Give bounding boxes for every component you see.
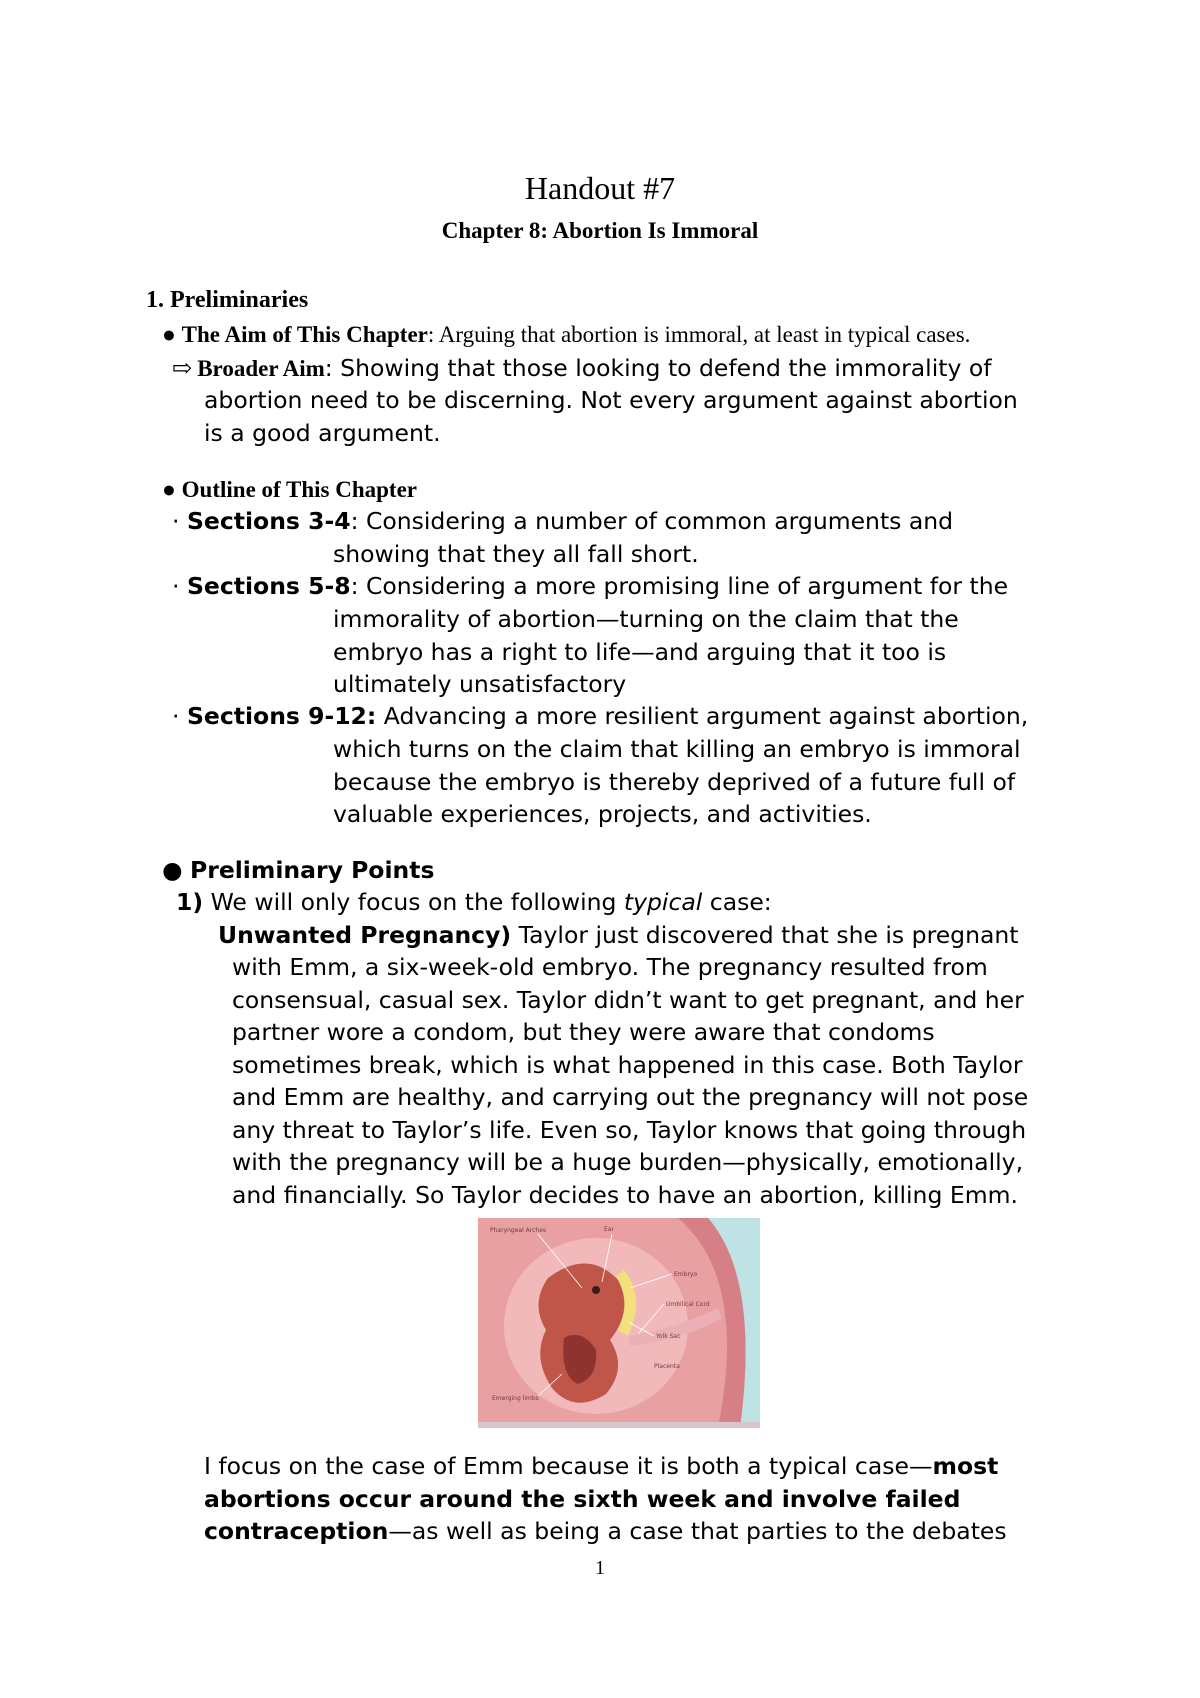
bullet: ● [162, 477, 176, 502]
text-line: abortions occur around the sixth week and involve failed [204, 1484, 961, 1513]
emphasis-segment: contraception [204, 1517, 389, 1545]
page-title: Handout #7 [524, 170, 676, 206]
text-line: showing that they all fall short. [333, 540, 699, 568]
bullet: ● [162, 856, 183, 884]
arrow-icon: ⇨ [172, 356, 193, 382]
emphasis-segment: most [932, 1452, 999, 1480]
outline-item-continuation [333, 603, 959, 701]
text-line: immorality of abortion—turning on the claim that the [333, 605, 959, 633]
outline-item [172, 570, 1008, 603]
bullet: ● [162, 322, 176, 347]
section-heading: 1. Preliminaries [146, 287, 309, 313]
text-line: and Emm are healthy, and carrying out the pregnancy will not pose [232, 1083, 1029, 1111]
text-line: any threat to Taylor’s life. Even so, Taylor knows that going through [232, 1115, 1027, 1144]
case-label: Unwanted Pregnancy) [218, 921, 512, 949]
broader-aim-continuation [204, 384, 1018, 449]
label-embryo: Embryo [674, 1271, 698, 1278]
outline-item-text: Advancing a more resilient argument against abortion, [376, 702, 1029, 730]
text-line: is a good argument. [204, 418, 441, 447]
dot: · [172, 702, 180, 730]
figure-caption-strip [478, 1422, 760, 1428]
dot: · [172, 507, 180, 535]
point-text-end: case: [702, 888, 772, 916]
point-number: 1) [176, 888, 204, 916]
broader-aim-line [172, 352, 991, 385]
outline-item [172, 505, 953, 538]
text-line: valuable experiences, projects, and activities. [333, 800, 872, 828]
embryo-eye [592, 1286, 600, 1294]
label-ear: Ear [604, 1226, 614, 1233]
label-limb: Emerging limbs [492, 1395, 539, 1402]
label-cord: Umbilical Cord [666, 1301, 710, 1308]
point-text: We will only focus on the following [203, 888, 624, 916]
text-line [204, 1450, 1007, 1483]
case-text: Taylor just discovered that she is pregnant [511, 921, 1019, 949]
aim-text: : Arguing that abortion is immoral, at least in typical cases. [427, 322, 971, 347]
embryo-illustration [478, 1218, 760, 1428]
text-line: which turns on the claim that killing an embryo is immoral [333, 735, 1021, 763]
text-line: embryo has a right to life—and arguing that it too is [333, 637, 947, 666]
label-placenta: Placenta [654, 1363, 680, 1370]
preliminary-title: Preliminary Points [190, 856, 435, 884]
outline-item-label: Sections 5-8 [186, 572, 351, 600]
outline-item-label: Sections 3-4 [186, 507, 351, 535]
broader-aim-label: Broader Aim [197, 356, 325, 381]
case-paragraph [232, 951, 1028, 1211]
case-first-line [218, 919, 1019, 952]
outline-item-text: : Considering a more promising line of argument for the [350, 572, 1009, 600]
text-line [204, 1515, 1007, 1548]
text-line: partner wore a condom, but they were aware that condoms [232, 1018, 935, 1046]
point-emphasis: typical [623, 888, 703, 916]
outline-heading [162, 477, 417, 503]
embryo-illustration-svg [478, 1218, 760, 1428]
outline-item [172, 700, 1028, 733]
text-segment: I focus on the case of Emm because it is both a typical case— [204, 1452, 933, 1480]
broader-aim-text: : Showing that those looking to defend the immorality of [324, 354, 992, 382]
outline-item-text: : Considering a number of common arguments and [350, 507, 954, 535]
outline-title: Outline of This Chapter [181, 477, 418, 502]
text-line: abortion need to be discerning. Not every argument against abortion [204, 386, 1018, 414]
preliminary-heading [162, 854, 434, 887]
text-segment: —as well as being a case that parties to the debates [388, 1517, 1007, 1545]
text-line: consensual, casual sex. Taylor didn’t want to get pregnant, and her [232, 985, 1024, 1014]
text-line: and financially. So Taylor decides to have an abortion, killing Emm. [232, 1180, 1018, 1209]
preliminary-point [176, 886, 772, 919]
text-line: with the pregnancy will be a huge burden—physically, emotionally, [232, 1148, 1024, 1176]
aim-line [162, 322, 970, 348]
label-yolk: Yolk Sac [656, 1333, 681, 1340]
outline-item-continuation [333, 733, 1021, 831]
dot: · [172, 572, 180, 600]
label-arches: Pharyngeal Arches [490, 1227, 547, 1234]
text-line: because the embryo is thereby deprived of a future full of [333, 767, 1016, 796]
page-number: 1 [595, 1557, 605, 1579]
text-line: ultimately unsatisfactory [333, 670, 627, 698]
closing-paragraph [204, 1450, 1007, 1548]
text-line: sometimes break, which is what happened in this case. Both Taylor [232, 1050, 1023, 1079]
outline-item-label: Sections 9-12: [186, 702, 377, 730]
text-line: with Emm, a six-week-old embryo. The pregnancy resulted from [232, 953, 988, 981]
aim-label: The Aim of This Chapter [181, 322, 428, 347]
page-subtitle: Chapter 8: Abortion Is Immoral [441, 218, 759, 243]
outline-item-continuation [333, 538, 699, 571]
